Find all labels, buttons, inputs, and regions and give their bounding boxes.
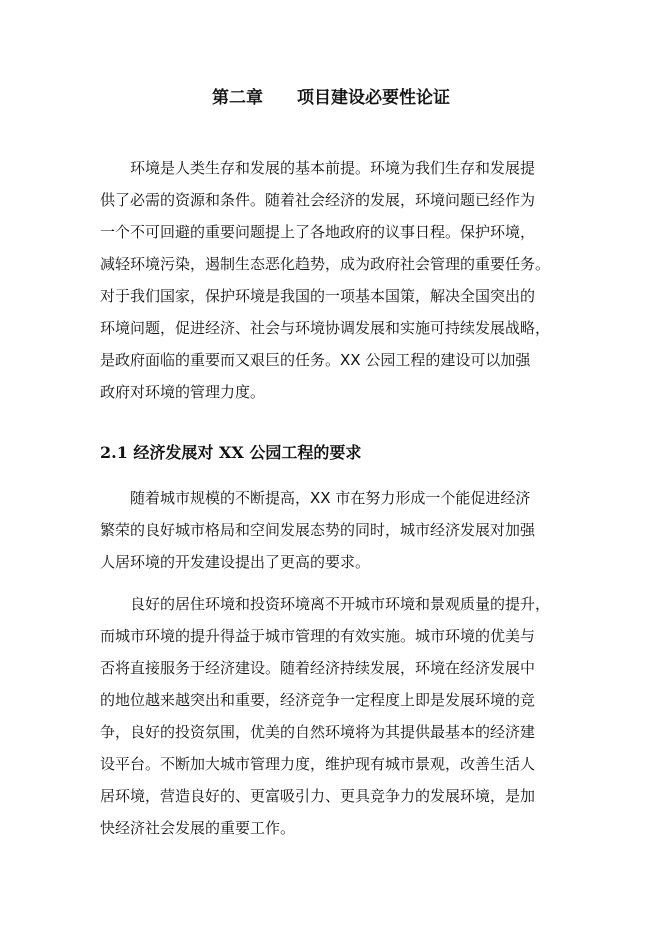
intro-line: 环境是人类生存和发展的基本前提。环境为我们生存和发展提 — [130, 159, 536, 177]
section-paragraph-line: 快经济社会发展的重要工作。 — [100, 819, 296, 837]
section-paragraph-line: 居环境，营造良好的、更富吸引力、更具竞争力的发展环境，是加 — [100, 787, 536, 805]
section-paragraph-line: 随着城市规模的不断提高，XX 市在努力形成一个能促进经济 — [130, 489, 531, 507]
section-paragraph-line: 设平台。不断加大城市管理力度，维护现有城市景观，改善生活人 — [100, 755, 536, 773]
intro-line: 对于我们国家，保护环境是我国的一项基本国策，解决全国突出的 — [100, 287, 536, 305]
section-paragraph-line: 争，良好的投资氛围，优美的自然环境将为其提供最基本的经济建 — [100, 723, 536, 741]
intro-line: 是政府面临的重要而又艰巨的任务。XX 公园工程的建设可以加强 — [100, 351, 531, 369]
section-paragraph-line: 良好的居住环境和投资环境离不开城市环境和景观质量的提升， — [130, 595, 551, 613]
intro-line: 一个不可回避的重要问题提上了各地政府的议事日程。保护环境， — [100, 223, 536, 241]
intro-line: 政府对环境的管理力度。 — [100, 383, 266, 401]
intro-line: 减轻环境污染，遏制生态恶化趋势，成为政府社会管理的重要任务。 — [100, 255, 551, 273]
chapter-title: 第二章 项目建设必要性论证 — [212, 88, 450, 108]
section-paragraph-line: 而城市环境的提升得益于城市管理的有效实施。城市环境的优美与 — [100, 627, 536, 645]
section-paragraph-line: 的地位越来越突出和重要，经济竞争一定程度上即是发展环境的竞 — [100, 691, 536, 709]
intro-line: 环境问题，促进经济、社会与环境协调发展和实施可持续发展战略， — [100, 319, 551, 337]
section-paragraph-line: 否将直接服务于经济建设。随着经济持续发展，环境在经济发展中 — [100, 659, 536, 677]
section-paragraph-line: 繁荣的良好城市格局和空间发展态势的同时，城市经济发展对加强 — [100, 521, 536, 539]
section-paragraph-line: 人居环境的开发建设提出了更高的要求。 — [100, 553, 371, 571]
intro-line: 供了必需的资源和条件。随着社会经济的发展，环境问题已经作为 — [100, 191, 536, 209]
section-heading: 2.1 经济发展对 XX 公园工程的要求 — [100, 443, 362, 462]
